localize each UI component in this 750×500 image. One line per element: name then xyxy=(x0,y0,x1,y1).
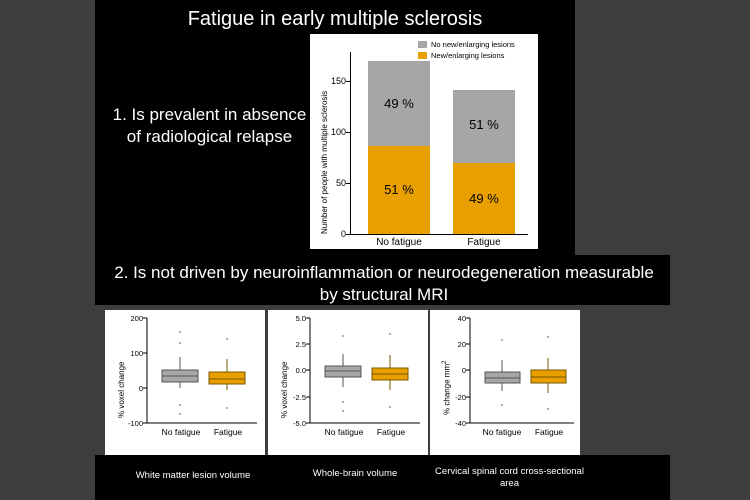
bar-chart-ylabel: Number of people with multiple sclerosis xyxy=(320,90,329,234)
bp2-cat-fatigue: Fatigue xyxy=(376,427,406,437)
bar-ytickmark-150 xyxy=(346,81,350,82)
bp2-ytick-0: 0.0 xyxy=(295,366,306,375)
bp3-ytick-40: 40 xyxy=(457,314,466,323)
caption-cord-area: Cervical spinal cord cross-sectional area xyxy=(435,466,584,489)
caption-lesion-volume: White matter lesion volume xyxy=(135,470,251,481)
bp3-ytick-neg20: -20 xyxy=(455,393,466,402)
legend-item-no-new xyxy=(418,40,515,49)
bar-ytick-0: 0 xyxy=(340,229,346,239)
bar-cat-fatigue: Fatigue xyxy=(467,237,501,248)
legend-swatch-orange xyxy=(418,52,427,59)
bar-cat-no-fatigue: No fatigue xyxy=(376,237,422,248)
bp3-ytick-20: 20 xyxy=(457,340,466,349)
bar-ytick-150: 150 xyxy=(330,76,346,86)
bp1-cat-no-fatigue: No fatigue xyxy=(161,427,201,437)
bar-ytickmark-50 xyxy=(346,183,350,184)
bar-ytickmark-100 xyxy=(346,132,350,133)
legend-swatch-grey xyxy=(418,41,427,48)
bar-label-fatigue-grey: 51 % xyxy=(469,117,499,132)
bar-ytickmark-0 xyxy=(346,234,350,235)
bp3-cat-fatigue: Fatigue xyxy=(534,427,564,437)
boxplot-panel-brain-volume xyxy=(268,310,428,455)
bp2-ytick-neg5: -5.0 xyxy=(293,419,306,428)
bp1-ytick-200: 200 xyxy=(130,314,143,323)
boxplot-panel-lesion-volume xyxy=(105,310,265,455)
bar-chart-legend xyxy=(418,40,515,62)
page-title-text: Fatigue in early multiple sclerosis xyxy=(187,7,483,30)
bar-label-fatigue-orange: 49 % xyxy=(469,191,499,206)
boxplot-panel-cord-area xyxy=(430,310,580,455)
bp3-ytick-neg40: -40 xyxy=(455,419,466,428)
bar-chart-yaxis xyxy=(350,52,351,234)
bp3-ytick-0: 0 xyxy=(461,366,466,375)
statement-one: 1. Is prevalent in absence of radiological relapse xyxy=(112,105,307,147)
bar-ytick-100: 100 xyxy=(330,127,346,137)
legend-label-no-new: No new/enlarging lesions xyxy=(431,40,515,49)
bp3-cat-no-fatigue: No fatigue xyxy=(482,427,522,437)
page-title xyxy=(95,0,575,38)
bp2-ytick-2.5: 2.5 xyxy=(295,340,306,349)
bp1-ytick-0: 0 xyxy=(138,384,143,393)
bp2-ytick-5: 5.0 xyxy=(295,314,306,323)
legend-label-new: New/enlarging lesions xyxy=(431,51,505,60)
bp1-ylabel: % voxel change xyxy=(117,361,126,418)
bar-label-no-fatigue-orange: 51 % xyxy=(384,182,414,197)
bar-chart-xaxis xyxy=(350,234,528,235)
stacked-bar-chart-panel xyxy=(310,34,538,249)
bp2-ylabel: % voxel change xyxy=(280,361,289,418)
bp2-cat-no-fatigue: No fatigue xyxy=(324,427,364,437)
statement-two: 2. Is not driven by neuroinflammation or neurodegeneration measurable by structural MRI xyxy=(114,263,654,305)
bp1-cat-fatigue: Fatigue xyxy=(213,427,243,437)
bar-ytick-50: 50 xyxy=(335,178,346,188)
bp3-ylabel: % change $mm^2$ xyxy=(442,360,452,415)
legend-item-new xyxy=(418,51,515,60)
caption-brain-volume: Whole-brain volume xyxy=(312,468,398,479)
bp2-ytick-neg2.5: -2.5 xyxy=(293,393,306,402)
bp1-ytick-neg100: -100 xyxy=(127,419,143,428)
bar-label-no-fatigue-grey: 49 % xyxy=(384,96,414,111)
bp1-ytick-100: 100 xyxy=(130,349,143,358)
